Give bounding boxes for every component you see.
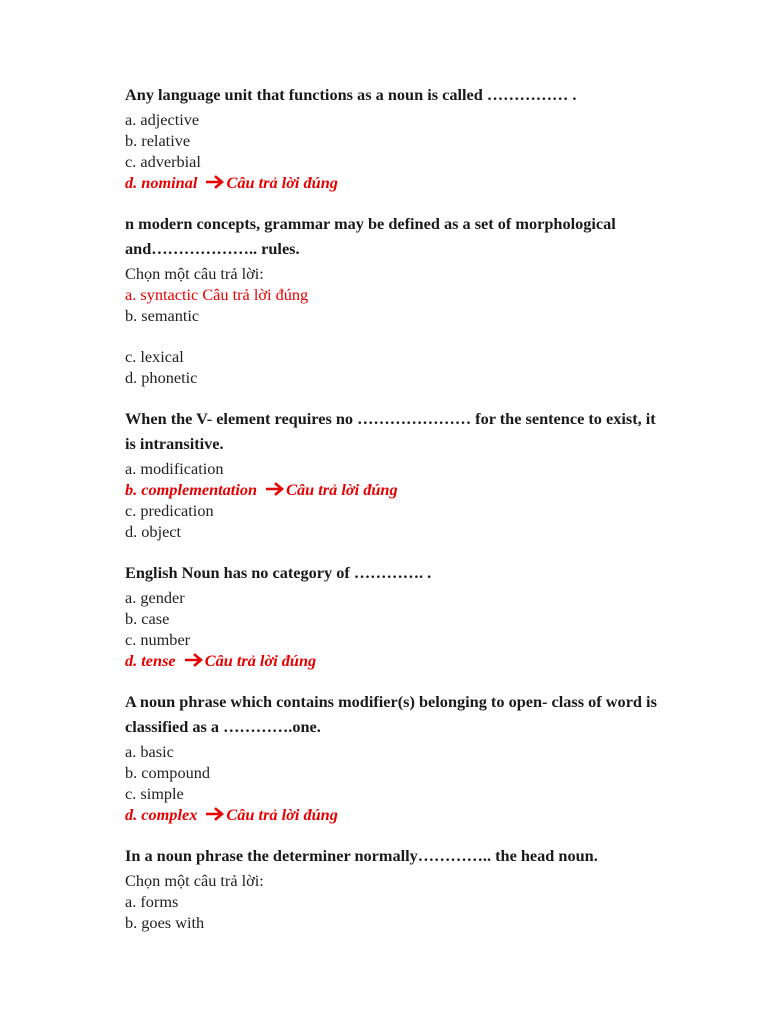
answer-label: d. nominal <box>125 173 198 192</box>
answer-label: a. syntactic <box>125 285 199 304</box>
option-b: b. semantic <box>125 306 200 325</box>
answer-prompt: Chọn một câu trả lời: <box>125 871 264 890</box>
option-a: a. gender <box>125 588 185 607</box>
question-text-line1: A noun phrase which contains modifier(s) belonging to open- class of word is <box>125 692 657 711</box>
spacer <box>125 326 715 346</box>
option-c: c. simple <box>125 784 184 803</box>
option-b: b. case <box>125 609 170 628</box>
question-text-line2: and……………….. rules. <box>125 239 300 258</box>
correct-answer <box>125 479 715 500</box>
question-block-4 <box>125 562 715 671</box>
answer-label: d. complex <box>125 805 198 824</box>
option-b: b. relative <box>125 131 191 150</box>
correct-answer <box>125 172 715 193</box>
question-block-5 <box>125 691 715 825</box>
correct-answer <box>125 804 715 825</box>
arrow-right-icon <box>266 482 286 496</box>
answer-marker: Câu trả lời đúng <box>286 480 398 499</box>
question-text-line2: classified as a ………….one. <box>125 717 321 736</box>
option-d: d. object <box>125 522 182 541</box>
option-c: c. lexical <box>125 347 184 366</box>
question-text-line2: is intransitive. <box>125 434 224 453</box>
arrow-right-icon <box>206 175 226 189</box>
answer-marker: Câu trả lời đúng <box>226 173 338 192</box>
quiz-document <box>125 84 715 953</box>
question-block-2 <box>125 213 715 388</box>
question-text-line1: n modern concepts, grammar may be defined as a set of morphological <box>125 214 616 233</box>
question-text: Any language unit that functions as a noun is called …………… . <box>125 85 577 104</box>
option-c: c. predication <box>125 501 214 520</box>
option-b: b. compound <box>125 763 211 782</box>
answer-prompt: Chọn một câu trả lời: <box>125 264 264 283</box>
option-a: a. adjective <box>125 110 200 129</box>
answer-marker: Câu trả lời đúng <box>202 285 309 304</box>
answer-marker: Câu trả lời đúng <box>204 651 317 670</box>
question-text: English Noun has no category of …………. . <box>125 563 432 582</box>
answer-marker: Câu trả lời đúng <box>226 805 338 824</box>
question-block-3 <box>125 408 715 542</box>
option-b: b. goes with <box>125 913 205 932</box>
question-text-line1: When the V- element requires no ………………… for the sentence to exist, it <box>125 409 656 428</box>
arrow-right-icon <box>206 807 226 821</box>
option-c: c. number <box>125 630 191 649</box>
arrow-right-icon <box>185 653 205 667</box>
correct-answer <box>125 650 715 671</box>
correct-answer <box>125 284 715 305</box>
option-a: a. modification <box>125 459 224 478</box>
option-c: c. adverbial <box>125 152 201 171</box>
question-block-1 <box>125 84 715 193</box>
option-a: a. forms <box>125 892 179 911</box>
answer-label: d. tense <box>125 651 176 670</box>
question-text: In a noun phrase the determiner normally………….. the head noun. <box>125 846 598 865</box>
question-block-6 <box>125 845 715 933</box>
answer-label: b. complementation <box>125 480 258 499</box>
option-d: d. phonetic <box>125 368 198 387</box>
option-a: a. basic <box>125 742 174 761</box>
